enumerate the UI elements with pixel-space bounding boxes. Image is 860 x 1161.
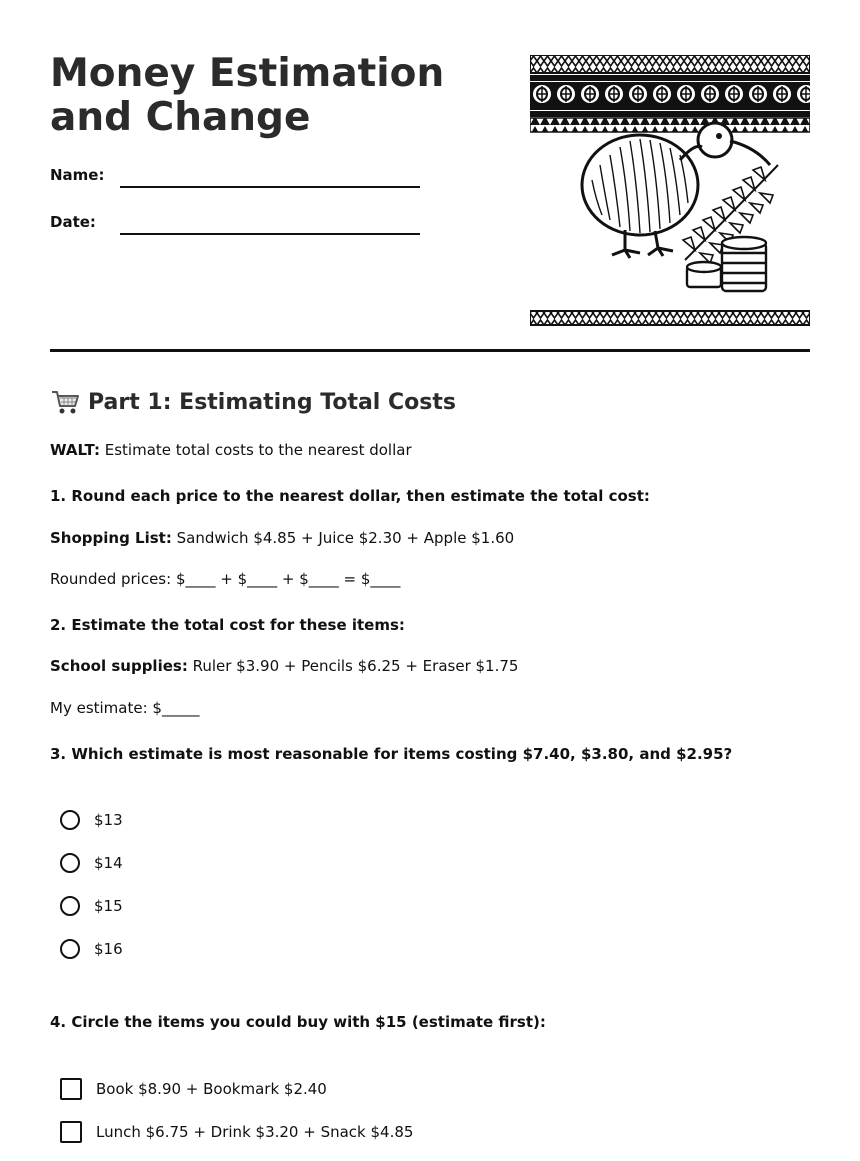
q3-option[interactable] xyxy=(60,810,123,830)
q4-option-label: Book $8.90 + Bookmark $2.40 xyxy=(96,1080,327,1098)
q2-prompt: 2. Estimate the total cost for these items: xyxy=(50,616,405,634)
walt-label: WALT: xyxy=(50,441,100,459)
q2-list-label: School supplies: xyxy=(50,657,188,675)
q1-list xyxy=(50,529,514,547)
q3-option-label: $13 xyxy=(94,811,123,829)
radio-button[interactable] xyxy=(60,810,80,830)
q3-option-label: $14 xyxy=(94,854,123,872)
name-label: Name: xyxy=(50,166,105,184)
radio-button[interactable] xyxy=(60,896,80,916)
q4-prompt: 4. Circle the items you could buy with $15 (estimate first): xyxy=(50,1013,546,1031)
q2-estimate[interactable]: My estimate: $_____ xyxy=(50,699,200,717)
q4-option[interactable] xyxy=(60,1121,413,1143)
q3-prompt: 3. Which estimate is most reasonable for items costing $7.40, $3.80, and $2.95? xyxy=(50,745,733,763)
q3-option-label: $15 xyxy=(94,897,123,915)
page-title: Money Estimation and Change xyxy=(50,51,445,140)
shopping-cart-icon xyxy=(50,388,80,416)
radio-button[interactable] xyxy=(60,853,80,873)
q1-list-label: Shopping List: xyxy=(50,529,172,547)
name-field[interactable] xyxy=(120,186,420,188)
header-divider xyxy=(50,349,810,352)
q2-list xyxy=(50,657,518,675)
q2-list-text: Ruler $3.90 + Pencils $6.25 + Eraser $1.75 xyxy=(192,657,519,675)
q4-option[interactable] xyxy=(60,1078,327,1100)
q3-option[interactable] xyxy=(60,853,123,873)
date-label: Date: xyxy=(50,213,96,231)
q3-option[interactable] xyxy=(60,896,123,916)
part1-heading xyxy=(50,388,456,416)
date-field[interactable] xyxy=(120,233,420,235)
kiwi-coins-illustration xyxy=(530,55,810,327)
q1-prompt: 1. Round each price to the nearest dollar, then estimate the total cost: xyxy=(50,487,650,505)
radio-button[interactable] xyxy=(60,939,80,959)
walt-line xyxy=(50,441,412,459)
q1-rounded-prices[interactable]: Rounded prices: $____ + $____ + $____ = $____ xyxy=(50,570,401,588)
walt-text: Estimate total costs to the nearest dollar xyxy=(104,441,412,459)
q1-list-text: Sandwich $4.85 + Juice $2.30 + Apple $1.60 xyxy=(176,529,515,547)
checkbox[interactable] xyxy=(60,1078,82,1100)
part1-heading-text: Part 1: Estimating Total Costs xyxy=(88,389,456,415)
checkbox[interactable] xyxy=(60,1121,82,1143)
q4-option-label: Lunch $6.75 + Drink $3.20 + Snack $4.85 xyxy=(96,1123,414,1141)
q3-option[interactable] xyxy=(60,939,123,959)
q3-option-label: $16 xyxy=(94,940,123,958)
